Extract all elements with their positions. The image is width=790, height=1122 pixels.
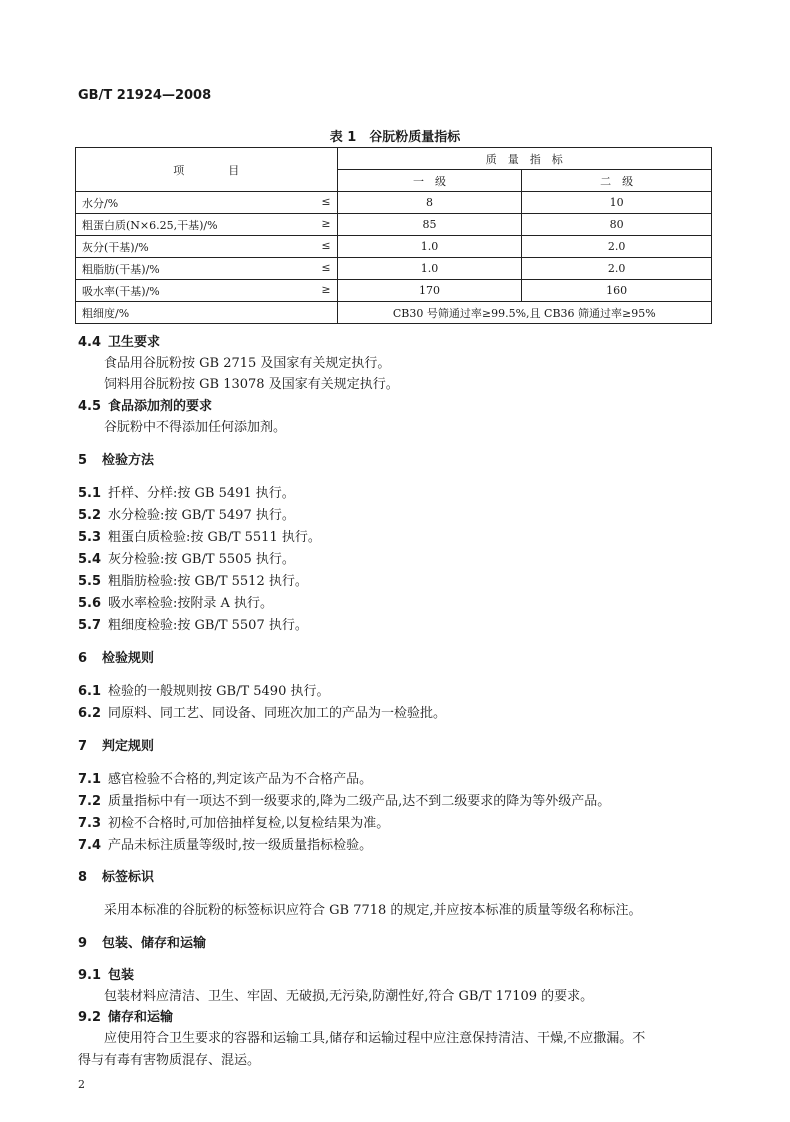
section-7-heading: 7 判定规则	[78, 739, 155, 754]
table-row	[76, 258, 712, 280]
row-grade1: 170	[337, 280, 522, 302]
list-item: 5.4 灰分检验:按 GB/T 5505 执行。	[78, 552, 295, 567]
paragraph: 应使用符合卫生要求的容器和运输工具,储存和运输过程中应注意保持清洁、干燥,不应撒漏。不	[104, 1031, 646, 1046]
row-name: 水分/%	[82, 196, 119, 210]
row-name: 粗脂肪(干基)/%	[82, 262, 160, 276]
section-4-4-heading: 4.4 卫生要求	[78, 335, 161, 350]
row-fineness-value: CB30 号筛通过率≥99.5%,且 CB36 筛通过率≥95%	[337, 302, 711, 324]
paragraph: 包装材料应清洁、卫生、牢固、无破损,无污染,防潮性好,符合 GB/T 17109 的要求。	[104, 989, 594, 1004]
list-item: 7.2 质量指标中有一项达不到一级要求的,降为二级产品,达不到二级要求的降为等外级产品。	[78, 794, 611, 809]
quality-header: 质 量 指 标	[337, 148, 711, 170]
row-name: 吸水率(干基)/%	[82, 284, 160, 298]
paragraph: 得与有毒有害物质混存、混运。	[78, 1053, 261, 1068]
item-header: 项 目	[76, 148, 338, 192]
list-item: 7.4 产品未标注质量等级时,按一级质量指标检验。	[78, 838, 373, 853]
section-9-2-heading: 9.2 储存和运输	[78, 1010, 174, 1025]
table-row	[76, 214, 712, 236]
paragraph: 食品用谷朊粉按 GB 2715 及国家有关规定执行。	[104, 356, 391, 371]
row-grade2: 2.0	[522, 258, 712, 280]
row-operator: ≥	[321, 282, 331, 296]
paragraph: 饲料用谷朊粉按 GB 13078 及国家有关规定执行。	[104, 377, 399, 392]
row-grade1: 1.0	[337, 258, 522, 280]
row-grade2: 10	[522, 192, 712, 214]
paragraph: 谷朊粉中不得添加任何添加剂。	[104, 420, 287, 435]
section-5-heading: 5 检验方法	[78, 453, 155, 468]
table-row	[76, 280, 712, 302]
row-grade2: 160	[522, 280, 712, 302]
list-item: 7.3 初检不合格时,可加倍抽样复检,以复检结果为准。	[78, 816, 390, 831]
standard-code: GB/T 21924—2008	[78, 88, 212, 103]
table-row	[76, 302, 712, 324]
table-row	[76, 192, 712, 214]
grade1-header: 一 级	[337, 170, 522, 192]
section-9-1-heading: 9.1 包装	[78, 968, 135, 983]
section-4-5-heading: 4.5 食品添加剂的要求	[78, 399, 213, 414]
table-row	[76, 236, 712, 258]
row-operator: ≤	[321, 260, 331, 274]
list-item: 7.1 感官检验不合格的,判定该产品为不合格产品。	[78, 772, 373, 787]
list-item: 5.6 吸水率检验:按附录 A 执行。	[78, 596, 274, 611]
list-item: 5.7 粗细度检验:按 GB/T 5507 执行。	[78, 618, 308, 633]
row-grade2: 2.0	[522, 236, 712, 258]
section-9-heading: 9 包装、储存和运输	[78, 936, 207, 951]
table-caption: 表 1 谷朊粉质量指标	[329, 130, 461, 145]
row-grade1: 85	[337, 214, 522, 236]
row-name: 灰分(干基)/%	[82, 240, 149, 254]
list-item: 5.3 粗蛋白质检验:按 GB/T 5511 执行。	[78, 530, 321, 545]
row-operator: ≤	[321, 238, 331, 252]
section-8-heading: 8 标签标识	[78, 870, 155, 885]
row-operator: ≥	[321, 216, 331, 230]
list-item: 6.1 检验的一般规则按 GB/T 5490 执行。	[78, 684, 330, 699]
section-6-heading: 6 检验规则	[78, 651, 155, 666]
quality-table	[75, 147, 712, 324]
list-item: 6.2 同原料、同工艺、同设备、同班次加工的产品为一检验批。	[78, 706, 447, 721]
page-number: 2	[78, 1078, 85, 1091]
row-name: 粗细度/%	[76, 302, 338, 324]
grade2-header: 二 级	[522, 170, 712, 192]
list-item: 5.2 水分检验:按 GB/T 5497 执行。	[78, 508, 295, 523]
row-operator: ≤	[321, 194, 331, 208]
row-grade1: 1.0	[337, 236, 522, 258]
row-grade2: 80	[522, 214, 712, 236]
row-name: 粗蛋白质(N×6.25,干基)/%	[82, 218, 218, 232]
list-item: 5.1 扦样、分样:按 GB 5491 执行。	[78, 486, 295, 501]
row-grade1: 8	[337, 192, 522, 214]
list-item: 5.5 粗脂肪检验:按 GB/T 5512 执行。	[78, 574, 308, 589]
paragraph: 采用本标准的谷朊粉的标签标识应符合 GB 7718 的规定,并应按本标准的质量等级名称标注。	[104, 903, 642, 918]
